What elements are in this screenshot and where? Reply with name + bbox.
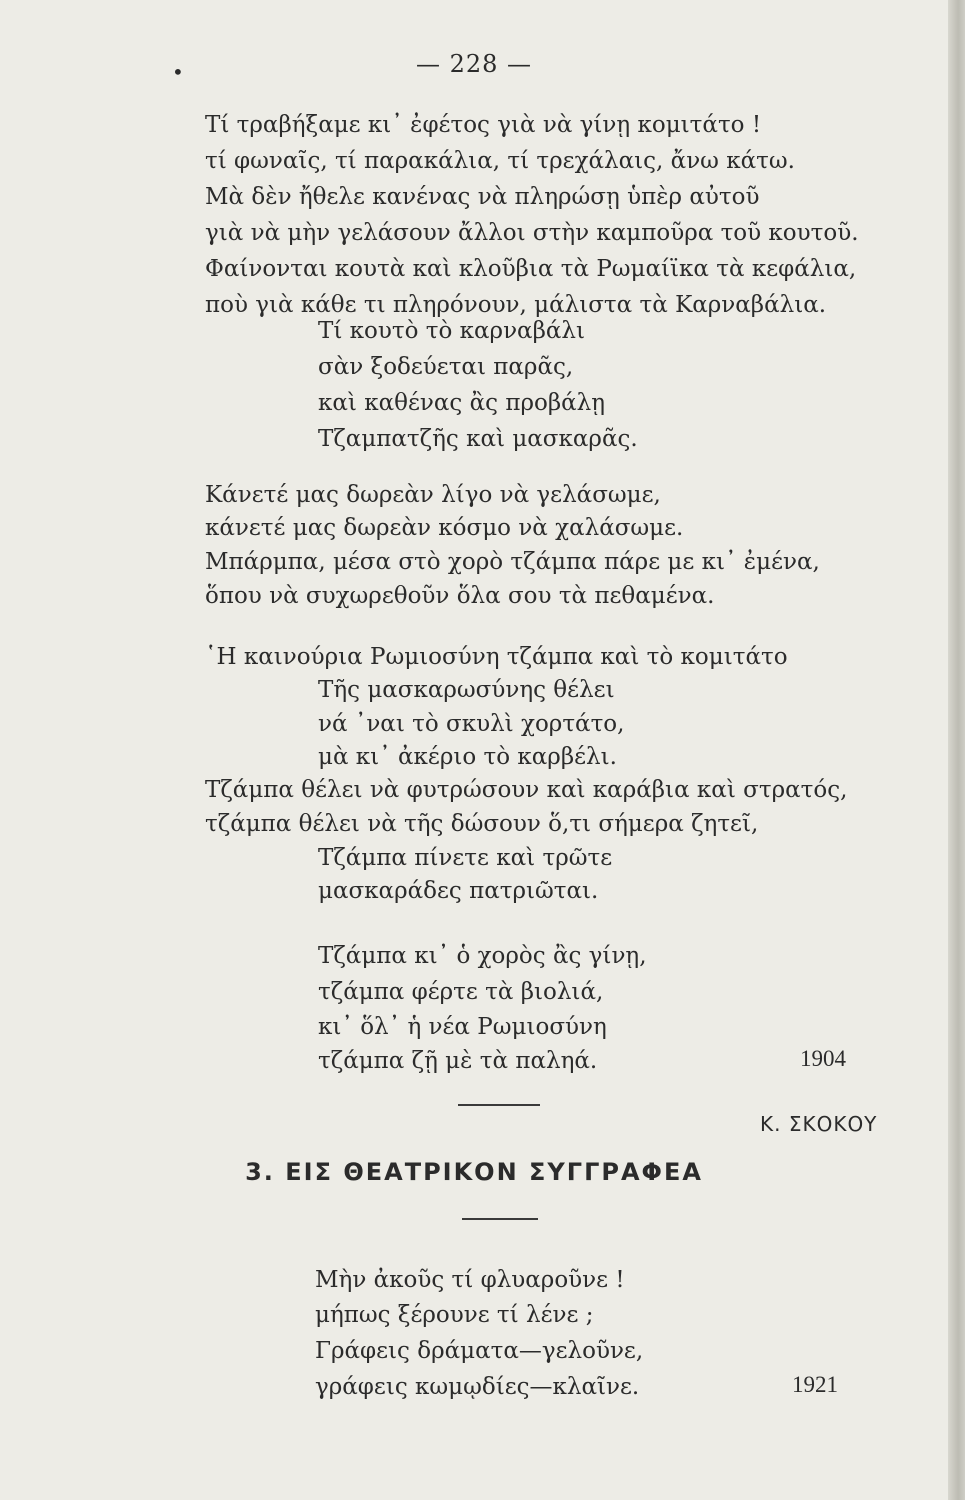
poem-line: ποὺ γιὰ κάθε τι πληρόνουν, μάλιστα τὰ Καρναβάλια. [205, 292, 827, 318]
poem-line: Τζάμπα κι᾿ ὁ χορὸς ἂς γίνῃ, [318, 943, 647, 969]
poem-line: καὶ καθένας ἂς προβάλῃ [318, 390, 606, 416]
poem-line: Τί κουτὸ τὸ καρναβάλι [318, 318, 586, 344]
poem-line: Μὴν ἀκοῦς τί φλυαροῦνε ! [315, 1267, 625, 1293]
poem-line: σὰν ξοδεύεται παρᾶς, [318, 354, 574, 380]
poem-line: κάνετέ μας δωρεὰν κόσμο νὰ χαλάσωμε. [205, 515, 684, 541]
poem-line: τί φωναῖς, τί παρακάλια, τί τρεχάλαις, ἄνω κάτω. [205, 148, 795, 174]
section-heading: 3. ΕΙΣ ΘΕΑΤΡΙΚΟΝ ΣΥΓΓΡΑΦΕΑ [245, 1158, 703, 1186]
poem-line: τζάμπα θέλει νὰ τῆς δώσουν ὅ,τι σήμερα ζητεῖ, [205, 811, 759, 837]
poem-year: 1921 [792, 1372, 838, 1397]
poem-line: μὰ κι᾿ ἀκέριο τὸ καρβέλι. [318, 744, 617, 770]
poem-author: Κ. ΣΚΟΚΟΥ [760, 1112, 878, 1136]
poem-line: Γράφεις δράματα—γελοῦνε, [315, 1338, 644, 1364]
poem-line: Τί τραβήξαμε κι᾿ ἐφέτος γιὰ νὰ γίνῃ κομιτάτο ! [205, 112, 762, 138]
poem-year: 1904 [800, 1046, 846, 1071]
page-edge [948, 0, 965, 1500]
poem-line: Τζαμπατζῆς καὶ μασκαρᾶς. [318, 426, 638, 452]
poem-line: τζάμπα ζῇ μὲ τὰ παληά. [318, 1048, 598, 1074]
poem-line: Τζάμπα θέλει νὰ φυτρώσουν καὶ καράβια καὶ στρατός, [205, 777, 848, 803]
poem-line: γράφεις κωμῳδίες—κλαῖνε. [315, 1374, 640, 1400]
poem-line: ῾Η καινούρια Ρωμιοσύνη τζάμπα καὶ τὸ κομιτάτο [205, 644, 788, 670]
poem-line: Τζάμπα πίνετε καὶ τρῶτε [318, 845, 613, 871]
poem-line: Μπάρμπα, μέσα στὸ χορὸ τζάμπα πάρε με κι᾿ ἐμένα, [205, 549, 820, 575]
poem-line: τζάμπα φέρτε τὰ βιολιά, [318, 979, 604, 1005]
poem-line: κι᾿ ὅλ᾿ ἡ νέα Ρωμιοσύνη [318, 1014, 607, 1040]
margin-mark: • [172, 60, 184, 84]
poem-line: ὅπου νὰ συχωρεθοῦν ὅλα σου τὰ πεθαμένα. [205, 583, 715, 609]
poem-line: γιὰ νὰ μὴν γελάσουν ἄλλοι στὴν καμποῦρα τοῦ κουτοῦ. [205, 220, 859, 246]
poem-line: νά ᾿ναι τὸ σκυλὶ χορτάτο, [318, 711, 625, 737]
poem-line: μήπως ξέρουνε τί λένε ; [315, 1302, 594, 1328]
poem-line: Φαίνονται κουτὰ καὶ κλοῦβια τὰ Ρωμαίϊκα τὰ κεφάλια, [205, 256, 857, 282]
section-divider [458, 1104, 540, 1106]
heading-divider [462, 1218, 538, 1220]
poem-line: Τῆς μασκαρωσύνης θέλει [318, 677, 615, 703]
poem-line: Κάνετέ μας δωρεὰν λίγο νὰ γελάσωμε, [205, 482, 661, 508]
poem-line: μασκαράδες πατριῶται. [318, 878, 599, 904]
poem-line: Μὰ δὲν ἤθελε κανένας νὰ πληρώσῃ ὑπὲρ αὐτοῦ [205, 184, 760, 210]
page-number: — 228 — [415, 50, 533, 78]
